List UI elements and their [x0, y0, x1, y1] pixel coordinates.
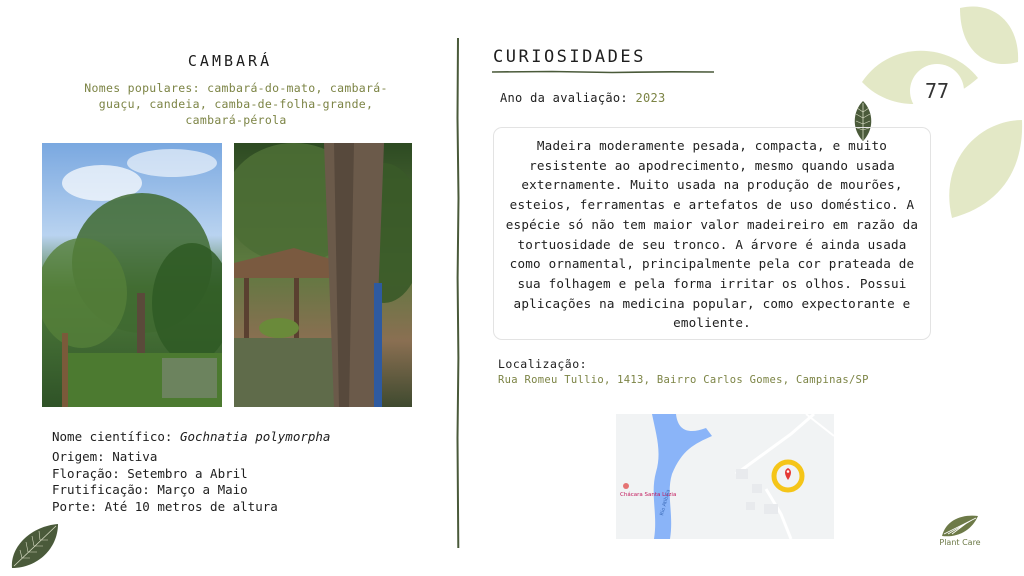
year-label: Ano da avaliação: — [500, 91, 636, 105]
description-card: Madeira moderamente pesada, compacta, e muito resistente ao apodrecimento, mesmo quando usada externamente. Muito usada na produção de mourões, esteios, ferramentas e artefatos de uso doméstico. A espécie só não tem maior valor madeireiro em razão da tortuosidade de seu tronco. A árvore é ainda usada como ornamental, principalmente pela cor prateada de sua folhagem e pela forma irritar os olhos. Possui aplicações na medicina popular, como expectorante e emoliente. — [493, 127, 931, 340]
location-map[interactable] — [616, 414, 834, 539]
fact-origin: Origem: Nativa — [52, 449, 158, 464]
location-label: Localização: — [498, 357, 588, 371]
curiosities-title: CURIOSIDADES — [493, 47, 646, 67]
fact-flowering: Floração: Setembro a Abril — [52, 465, 248, 481]
tree-photo-1 — [42, 143, 222, 407]
fact-size: Porte: Até 10 metros de altura — [52, 498, 278, 514]
title-underline — [492, 69, 714, 75]
evaluation-year — [500, 91, 666, 105]
tree-photo-2 — [234, 143, 412, 407]
map-river-label: Rio Atibaia — [659, 488, 672, 517]
scientific-name — [52, 429, 330, 444]
page-number: 77 — [910, 64, 964, 118]
leaf-shape-bottom — [949, 120, 1022, 218]
vertical-divider — [454, 38, 462, 548]
plant-care-logo — [938, 512, 982, 538]
location-address: Rua Romeu Tullio, 1413, Bairro Carlos Gomes, Campinas/SP — [498, 374, 869, 386]
popular-names: Nomes populares: cambará-do-mato, cambará-guaçu, candeia, camba-de-folha-grande, cambará-pérola — [84, 81, 388, 127]
facts-list — [52, 449, 278, 515]
scientific-value: Gochnatia polymorpha — [179, 429, 331, 444]
logo-name: Plant Care — [939, 538, 981, 547]
year-value: 2023 — [635, 91, 666, 105]
map-place-label: Chácara Santa Luzia — [620, 492, 677, 498]
species-title: CAMBARÁ — [187, 52, 273, 70]
fact-fruiting: Frutificação: Março a Maio — [52, 482, 248, 497]
leaf-shape-top — [960, 7, 1018, 65]
leaf-icon-bottom-left — [8, 522, 60, 570]
scientific-label: Nome científico: — [52, 429, 180, 444]
